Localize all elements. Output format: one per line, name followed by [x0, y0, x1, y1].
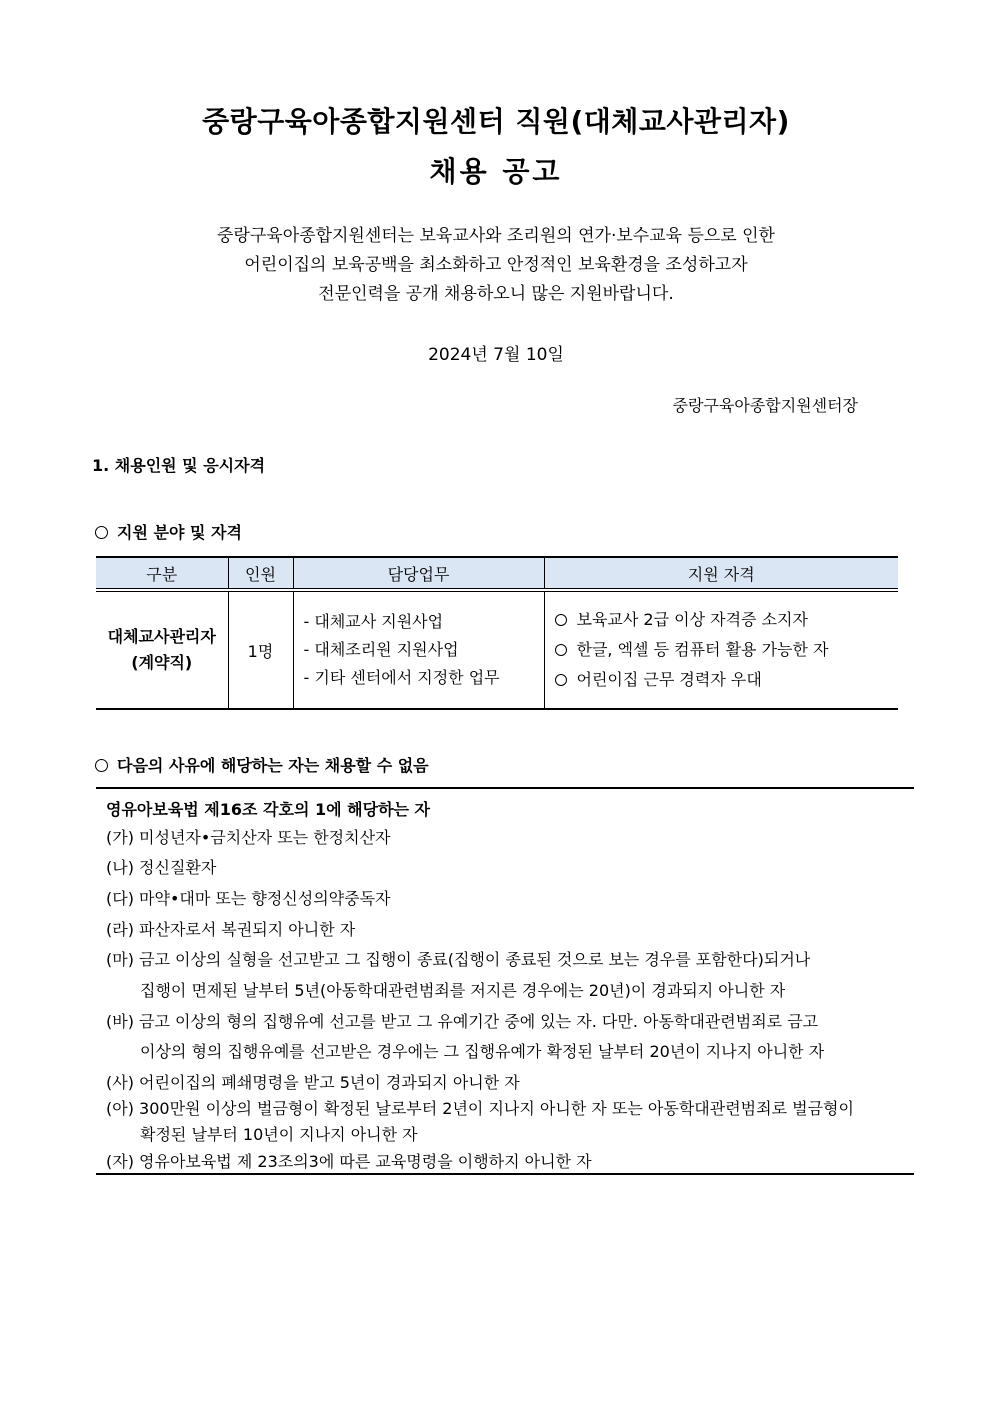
list-item: (나) 정신질환자	[106, 858, 217, 877]
list-item: (바) 금고 이상의 형의 집행유예 선고를 받고 그 유예기간 중에 있는 자. 다만. 아동학대관련범죄로 금고	[106, 1012, 819, 1031]
qualification-item	[555, 665, 899, 695]
header-count: 인원	[228, 557, 293, 589]
qualification-item	[555, 605, 899, 635]
intro-line: 전문인력을 공개 채용하오니 많은 지원바랍니다.	[318, 284, 674, 304]
list-item-continuation: 이상의 형의 집행유예를 선고받은 경우에는 그 집행유예가 확정된 날부터 20년이 지나지 아니한 자	[140, 1042, 825, 1061]
list-item: (라) 파산자로서 복권되지 아니한 자	[106, 920, 356, 939]
list-item: (다) 마약•대마 또는 향정신성의약중독자	[106, 889, 391, 908]
notice-title-line2: 채용 공고	[429, 155, 563, 188]
qualification-table	[96, 556, 898, 710]
duty-item: - 대체교사 지원사업	[303, 612, 444, 631]
circle-bullet-icon	[95, 759, 108, 772]
list-item-continuation: 확정된 날부터 10년이 지나지 아니한 자	[140, 1125, 418, 1144]
circle-bullet-icon	[555, 614, 567, 626]
circle-bullet-icon	[95, 526, 108, 539]
list-item: (자) 영유아보육법 제 23조의3에 따른 교육명령을 이행하지 아니한 자	[106, 1152, 592, 1171]
section1-heading: 1. 채용인원 및 응시자격	[92, 456, 266, 475]
cell-duties	[293, 592, 544, 710]
notice-title-line1: 중랑구육아종합지원센터 직원(대체교사관리자)	[202, 105, 790, 138]
table-row	[96, 592, 898, 710]
category-line: 대체교사관리자	[107, 627, 216, 646]
cell-category	[96, 592, 228, 710]
list-item: (가) 미성년자•금치산자 또는 한정치산자	[106, 828, 391, 847]
qualification-item	[555, 635, 899, 665]
list-item-continuation: 집행이 면제된 날부터 5년(아동학대관련범죄를 저지른 경우에는 20년)이 경과되지 아니한 자	[140, 981, 786, 1000]
list-item: (사) 어린이집의 폐쇄명령을 받고 5년이 경과되지 아니한 자	[106, 1073, 520, 1092]
duty-item: - 대체조리원 지원사업	[303, 640, 459, 659]
box-heading: 영유아보육법 제16조 각호의 1에 해당하는 자	[106, 800, 431, 819]
header-qualifications: 지원 자격	[544, 557, 898, 589]
intro-line: 어린이집의 보육공백을 최소화하고 안정적인 보육환경을 조성하고자	[244, 255, 748, 275]
subheading-text: 지원 분야 및 자격	[117, 523, 242, 542]
intro-paragraph	[0, 222, 992, 309]
intro-line: 중랑구육아종합지원센터는 보육교사와 조리원의 연가·보수교육 등으로 인한	[217, 226, 775, 246]
list-item: (마) 금고 이상의 실형을 선고받고 그 집행이 종료(집행이 종료된 것으로 보는 경우를 포함한다)되거나	[106, 950, 811, 969]
category-line: (계약직)	[131, 653, 193, 672]
circle-bullet-icon	[555, 674, 567, 686]
issuing-organization: 중랑구육아종합지원센터장	[672, 396, 858, 415]
cell-count: 1명	[228, 592, 293, 710]
qualification-text: 보육교사 2급 이상 자격증 소지자	[576, 610, 808, 629]
section1-subheading	[95, 520, 242, 543]
section2-subheading	[95, 753, 429, 776]
cell-qualifications	[544, 592, 898, 710]
list-item: (아) 300만원 이상의 벌금형이 확정된 날로부터 2년이 지나지 아니한 자 또는 아동학대관련범죄로 벌금형이	[106, 1099, 854, 1118]
disqualification-box	[96, 787, 914, 1175]
notice-date: 2024년 7월 10일	[428, 345, 564, 365]
qualification-text: 어린이집 근무 경력자 우대	[576, 670, 762, 689]
qualification-text: 한글, 엑셀 등 컴퓨터 활용 가능한 자	[576, 640, 829, 659]
circle-bullet-icon	[555, 644, 567, 656]
subheading-text: 다음의 사유에 해당하는 자는 채용할 수 없음	[117, 756, 429, 775]
header-category: 구분	[96, 557, 228, 589]
table-header-row	[96, 557, 898, 589]
header-duties: 담당업무	[293, 557, 544, 589]
duty-item: - 기타 센터에서 지정한 업무	[303, 668, 500, 687]
